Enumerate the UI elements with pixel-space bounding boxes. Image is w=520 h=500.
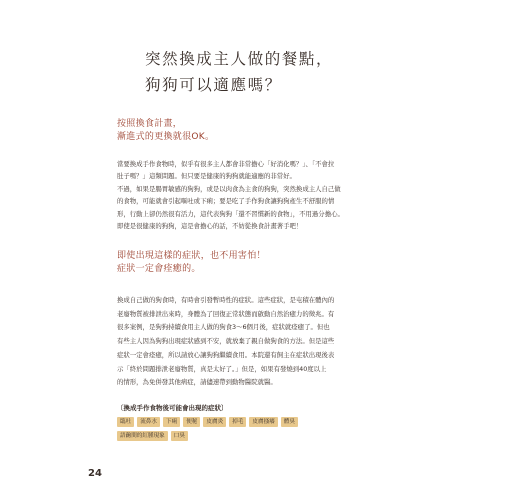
symptom-title: 〔換成手作食物後可能會出現的症狀〕 [117,404,228,412]
symptom-tag: 口臭 [171,431,188,441]
symptom-tag: 體臭 [281,417,298,427]
page-number: 24 [88,468,102,479]
section-2-heading-line-1: 即使出現這樣的症狀，也不用害怕！ [117,251,266,261]
body-line: 有些主人因為狗狗出現症狀感到不安，就放棄了親自做狗食的方法。但是這些 [117,337,335,346]
symptom-tag: 語齣間的紅腫現象 [117,431,168,441]
section-1-heading-line-1: 按照換食計畫， [117,119,183,129]
symptom-tag-row-2 [117,431,387,441]
body-line: 症狀一定會痊癒，所以請放心讓狗狗繼續食用。本院還有飼主在症狀出現後表 [117,350,335,359]
symptom-tag: 皮膚搔癢 [249,417,277,427]
section-2-heading [117,250,266,276]
symptom-tag-row-1 [117,417,387,427]
symptom-tag: 下痢 [163,417,180,427]
page-title [145,46,333,98]
symptom-tag: 皮膚炎 [203,417,226,427]
page-title-line-2: 狗狗可以適應嗎？ [145,76,282,94]
body-line: 示「終於問題排泄老廢物質，真是太好了。」但是，如果有發燒到40度以上 [117,364,327,373]
section-1-heading-line-2: 漸進式的更換就很OK。 [117,132,215,142]
symptom-tag: 掉毛 [229,417,246,427]
body-line: 形，行動上卻仍然很有活力，這代表狗狗「還不習慣新的食物」，不用過分擔心。 [117,209,344,218]
body-line: 換成自己做的狗食時，有時會引發暫時性的症狀。這些症狀，是屯積在體內的 [117,296,335,304]
symptom-tag: 流鼻水 [137,417,160,427]
page-title-line-1: 突然換成主人做的餐點， [145,50,334,68]
body-line: 的情形，為免併發其他病症，請儘速帶到動物醫院就醫。 [117,378,277,387]
symptom-box [117,403,387,445]
body-line: 當要換成手作食物時，似乎有很多主人都會非常擔心「好消化嗎？」、「不會拉 [117,160,335,168]
section-1-body [117,158,395,232]
body-line: 肚子嗎？」這類問題。但只要是健康的狗狗就能適應的非常好。 [117,172,296,181]
section-2-heading-line-2: 症狀一定會痊癒的。 [117,264,201,274]
body-line: 即使是很健康的狗狗，這是會擔心的話，不妨從換食計畫著手吧！ [117,222,303,231]
body-line: 不過，如果是腸胃敏感的狗狗，或是以肉食為主食的狗狗，突然換成主人自己做 [117,184,341,193]
symptom-tag: 臨吐 [117,417,134,427]
section-1-heading [117,118,214,144]
section-2-body [117,294,395,390]
body-line: 的食物，可能就會引起嘔吐或下痢；要是吃了手作狗食讓狗狗產生不舒服的情 [117,197,335,206]
body-line: 老廢物質被排泄出來時，身體為了回復正常狀態而啟動自然治癒力的徵兆。有 [117,309,335,318]
symptom-tag: 便秘 [183,417,200,427]
body-line: 很多案例，是狗狗持續食用主人做的狗食3～6個月後，症狀就痊癒了。但也 [117,323,330,332]
